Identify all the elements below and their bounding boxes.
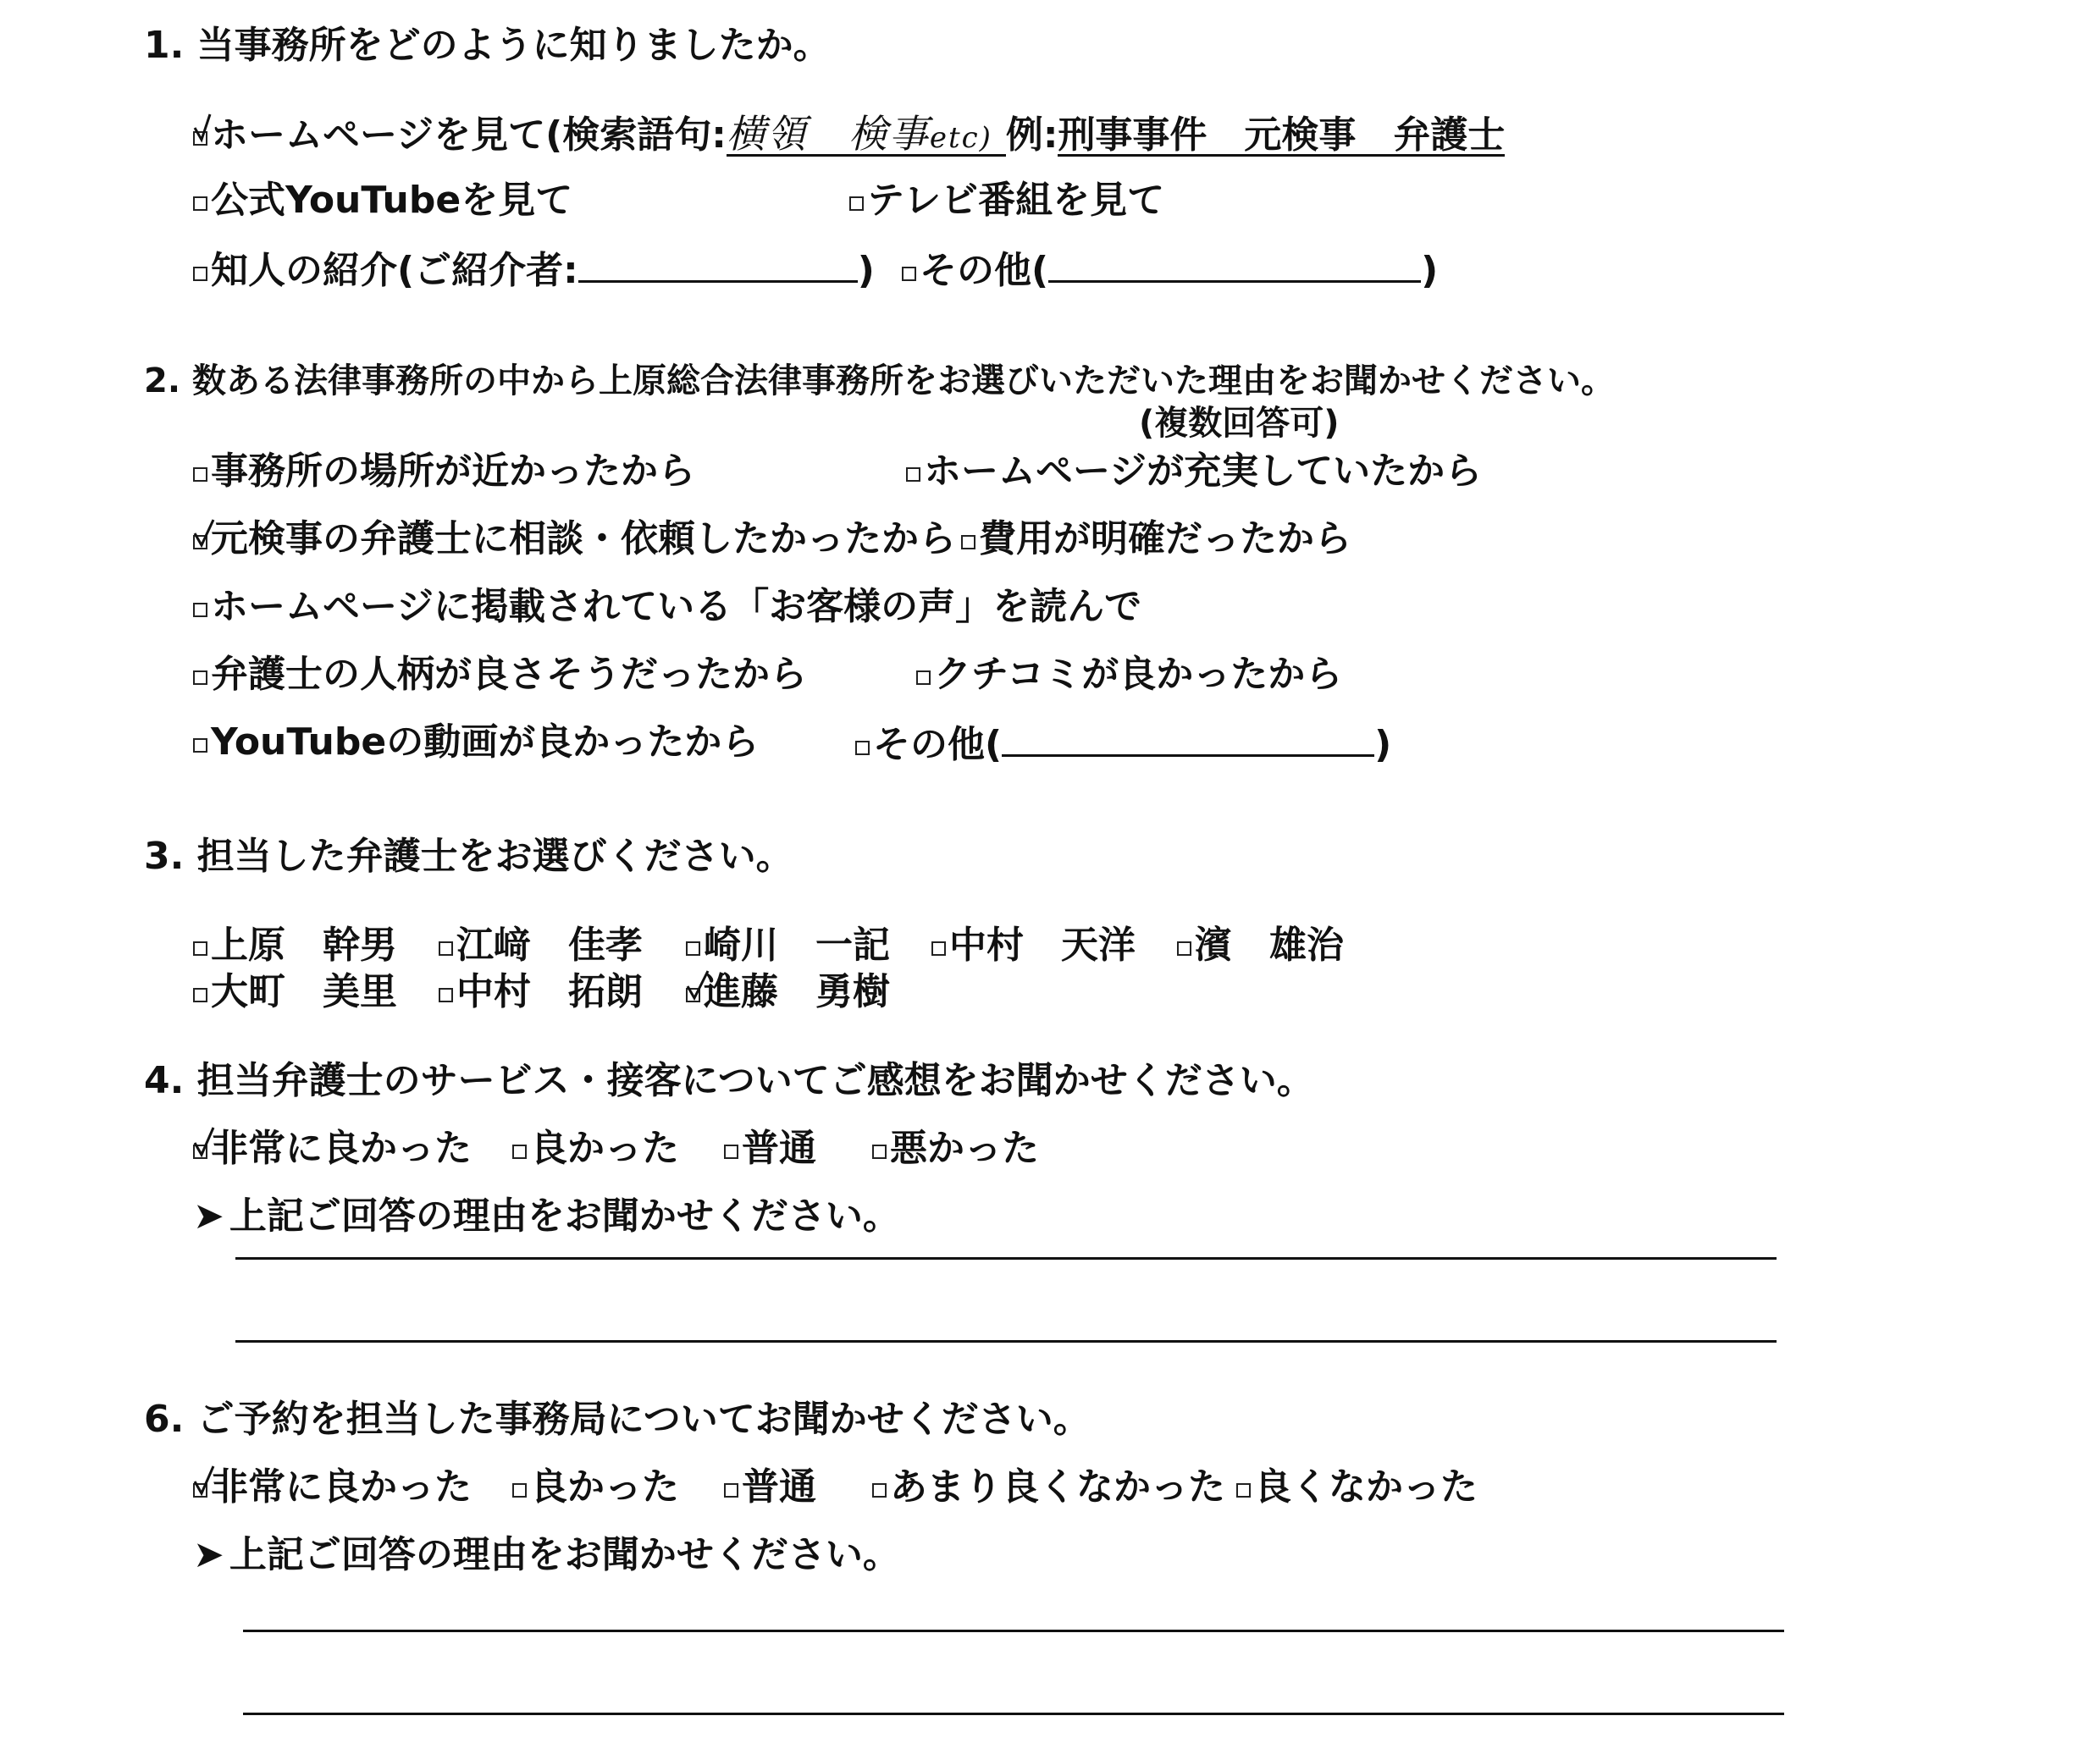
q6-option[interactable] (193, 1465, 472, 1509)
q2-option-youtube[interactable] (193, 720, 760, 764)
q6-option[interactable] (724, 1465, 816, 1509)
q2-location-label: 事務所の場所が近かったから (211, 450, 695, 493)
q2-option-location[interactable] (193, 450, 695, 493)
q2-note: (複数回答可) (1139, 404, 1340, 443)
q3-lawyer-label: 濱 雄治 (1195, 924, 1344, 967)
q1-youtube-label: 公式YouTubeを見て (211, 179, 573, 222)
q6-reason-line[interactable] (243, 1713, 1784, 1715)
q3-lawyer-option[interactable] (193, 970, 397, 1013)
q3-lawyer-checkbox[interactable] (193, 941, 207, 956)
q1-option-tv[interactable] (849, 179, 1165, 222)
q1-other-field[interactable] (1048, 250, 1421, 283)
q3-lawyer-checkbox[interactable] (1177, 941, 1191, 956)
q2-youtube-label: YouTubeの動画が良かったから (211, 720, 760, 764)
q3-title: 3. 担当した弁護士をお選びください。 (144, 835, 793, 878)
q1-tv-label: テレビ番組を見て (867, 179, 1165, 222)
q2-location-checkbox[interactable] (193, 467, 207, 482)
q3-lawyer-checkbox[interactable] (686, 941, 700, 956)
q1-tv-checkbox[interactable] (849, 196, 864, 211)
q6-option-label: 良かった (530, 1465, 679, 1509)
q1-example-terms: 刑事事件 元検事 弁護士 (1058, 113, 1506, 157)
q3-lawyer-label: 進藤 勇樹 (704, 970, 890, 1013)
q6-reason-label: 上記ご回答の理由をお聞かせください。 (229, 1533, 900, 1576)
q3-lawyer-label: 上原 幹男 (211, 924, 397, 967)
q4-checkbox[interactable] (193, 1145, 207, 1159)
q4-option-label: 良かった (530, 1127, 679, 1170)
q3-lawyer-option[interactable] (931, 924, 1136, 967)
q1-search-terms-handwritten: 横領 検事 (726, 111, 930, 157)
q2-homepage-checkbox[interactable] (906, 467, 920, 482)
q6-option[interactable] (1236, 1465, 1478, 1509)
q1-example-label: 例: (1005, 113, 1058, 157)
q2-other-checkbox[interactable] (855, 741, 870, 755)
q4-option[interactable] (512, 1127, 679, 1170)
q1-referral-field[interactable] (578, 250, 858, 283)
q4-option[interactable] (724, 1127, 816, 1170)
q1-referral-checkbox[interactable] (193, 267, 207, 281)
q6-checkbox[interactable] (193, 1483, 207, 1498)
q6-reason-line[interactable] (243, 1630, 1784, 1632)
q2-personality-label: 弁護士の人柄が良さそうだったから (211, 653, 807, 696)
q3-lawyer-checkbox[interactable] (439, 941, 453, 956)
q6-title: 6. ご予約を担当した事務局についてお聞かせください。 (144, 1398, 1091, 1441)
q6-option-label: 非常に良かった (211, 1465, 472, 1509)
q1-option-other[interactable] (902, 250, 1438, 290)
q4-option-label: 悪かった (890, 1127, 1039, 1170)
q2-option-prosecutor[interactable] (193, 517, 956, 560)
q1-option-referral[interactable] (193, 250, 875, 290)
q3-lawyer-checkbox[interactable] (931, 941, 946, 956)
q2-other-field[interactable] (1002, 724, 1374, 757)
q2-option-voice[interactable] (193, 585, 1142, 628)
q3-lawyer-label: 崎川 一記 (704, 924, 890, 967)
q3-lawyer-option[interactable] (439, 924, 643, 967)
q3-lawyer-option[interactable] (686, 970, 890, 1013)
q2-option-fee[interactable] (961, 517, 1351, 560)
q6-option-label: 良くなかった (1254, 1465, 1478, 1509)
q3-lawyer-label: 中村 天洋 (949, 924, 1136, 967)
q4-option[interactable] (872, 1127, 1039, 1170)
q4-reason-line[interactable] (235, 1257, 1777, 1260)
q1-search-suffix: etc) (929, 121, 992, 155)
q3-lawyer-checkbox[interactable] (439, 988, 453, 1002)
q2-title: 2. 数ある法律事務所の中から上原総合法律事務所をお選びいただいた理由をお聞かせください。 (144, 361, 1615, 400)
q1-other-close: ) (1421, 249, 1439, 292)
q3-lawyer-option[interactable] (439, 970, 643, 1013)
q2-option-reviews[interactable] (916, 653, 1343, 696)
q4-checkbox[interactable] (872, 1145, 887, 1159)
q6-option[interactable] (512, 1465, 679, 1509)
q2-prosecutor-checkbox[interactable] (193, 535, 207, 549)
q6-checkbox[interactable] (724, 1483, 738, 1498)
q3-lawyer-label: 大町 美里 (211, 970, 397, 1013)
q4-option-label: 非常に良かった (211, 1127, 472, 1170)
q4-reason-prompt (193, 1195, 900, 1238)
q2-fee-checkbox[interactable] (961, 535, 975, 549)
q1-referral-label: 知人の紹介(ご紹介者: (211, 249, 578, 292)
q1-option-youtube[interactable] (193, 179, 573, 222)
q4-option-label: 普通 (742, 1127, 816, 1170)
arrow-icon: ➤ (193, 1533, 224, 1576)
q4-checkbox[interactable] (512, 1145, 527, 1159)
q6-checkbox[interactable] (1236, 1483, 1251, 1498)
q2-youtube-checkbox[interactable] (193, 738, 207, 753)
q4-reason-label: 上記ご回答の理由をお聞かせください。 (229, 1195, 900, 1238)
q4-checkbox[interactable] (724, 1145, 738, 1159)
q3-lawyer-checkbox[interactable] (193, 988, 207, 1002)
q1-referral-close: ) (857, 249, 875, 292)
q1-other-checkbox[interactable] (902, 267, 916, 281)
q3-lawyer-label: 中村 拓朗 (456, 970, 643, 1013)
q6-reason-prompt (193, 1533, 900, 1576)
arrow-icon: ➤ (193, 1195, 224, 1238)
q2-personality-checkbox[interactable] (193, 670, 207, 685)
q4-title: 4. 担当弁護士のサービス・接客についてご感想をお聞かせください。 (144, 1059, 1314, 1102)
q4-option[interactable] (193, 1127, 472, 1170)
q6-option-label: 普通 (742, 1465, 816, 1509)
q1-youtube-checkbox[interactable] (193, 196, 207, 211)
q1-title: 1. 当事務所をどのように知りましたか。 (144, 24, 831, 67)
q2-option-other[interactable] (855, 724, 1391, 764)
q1-homepage-checkbox[interactable] (193, 131, 207, 146)
q1-search-terms-field[interactable] (726, 111, 1006, 157)
q2-other-close: ) (1374, 723, 1392, 766)
q2-fee-label: 費用が明確だったから (979, 517, 1351, 560)
q6-checkbox[interactable] (512, 1483, 527, 1498)
q2-homepage-label: ホームページが充実していたから (924, 450, 1483, 493)
q2-other-label: その他( (873, 723, 1003, 766)
q2-option-personality[interactable] (193, 653, 807, 696)
q3-lawyer-option[interactable] (686, 924, 890, 967)
q3-lawyer-label: 江﨑 佳孝 (456, 924, 643, 967)
q6-checkbox[interactable] (872, 1483, 887, 1498)
q2-voice-label: ホームページに掲載されている「お客様の声」を読んで (211, 585, 1142, 628)
q6-option-label: あまり良くなかった (890, 1465, 1225, 1509)
q1-option-homepage[interactable] (193, 111, 1506, 157)
q3-lawyer-checkbox[interactable] (686, 988, 700, 1002)
q2-voice-checkbox[interactable] (193, 603, 207, 617)
q2-reviews-checkbox[interactable] (916, 670, 931, 685)
q4-reason-line[interactable] (235, 1340, 1777, 1343)
q3-lawyer-option[interactable] (1177, 924, 1344, 967)
q6-option[interactable] (872, 1465, 1225, 1509)
q2-prosecutor-label: 元検事の弁護士に相談・依頼したかったから (211, 517, 956, 560)
q3-lawyer-option[interactable] (193, 924, 397, 967)
q1-homepage-label: ホームページを見て(検索語句: (211, 113, 727, 157)
q1-other-label: その他( (920, 249, 1049, 292)
q2-reviews-label: クチコミが良かったから (934, 653, 1343, 696)
q2-option-homepage[interactable] (906, 450, 1483, 493)
